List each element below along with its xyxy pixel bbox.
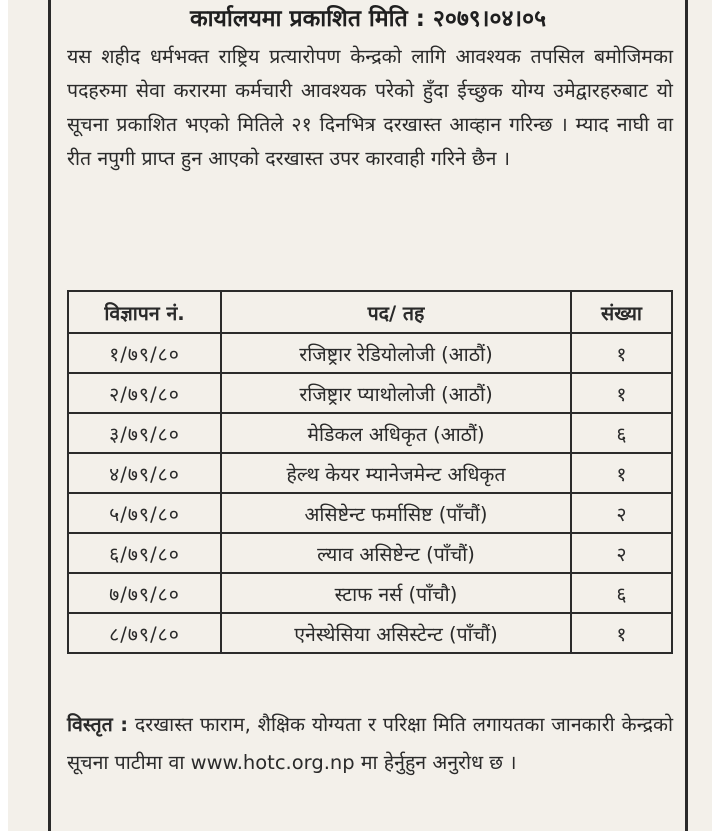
post-cell: ल्याव असिष्टेन्ट (पाँचौं) [221,533,571,573]
ad-number-cell: ५/७९/८० [68,493,221,533]
count-cell: ६ [571,413,672,453]
table-header-row [68,291,672,333]
count-cell: १ [571,373,672,413]
ad-number-cell: ३/७९/८० [68,413,221,453]
table-row [68,373,672,413]
details-label: विस्तृत : [67,713,128,736]
vacancy-table [67,290,673,654]
post-cell: रजिष्ट्रार रेडियोलोजी (आठौं) [221,333,571,373]
ad-number-cell: ६/७९/८० [68,533,221,573]
table-row [68,413,672,453]
header-ad-number: विज्ञापन नं. [68,291,221,333]
ad-number-cell: ८/७९/८० [68,613,221,653]
ad-number-cell: १/७९/८० [68,333,221,373]
table-row [68,333,672,373]
count-cell: १ [571,453,672,493]
notice-intro-paragraph: यस शहीद धर्मभक्त राष्ट्रिय प्रत्यारोपण केन्द्रको लागि आवश्यक तपसिल बमोजिमका पदहरुमा सेवा करारमा कर्मचारी आवश्यक परेको हुँदा ईच्छुक योग्य उमेद्वारहरुबाट यो सूचना प्रकाशित भएको मितिले २१ दिनभित्र दरखास्त आव्हान गरिन्छ । म्याद नाघी वा रीत नपुगी प्राप्त हुन आएको दरखास्त उपर कारवाही गरिने छैन । [67,45,673,170]
header-count: संख्या [571,291,672,333]
count-cell: २ [571,493,672,533]
ad-number-cell: ७/७९/८० [68,573,221,613]
details-paragraph [67,706,673,782]
details-text: दरखास्त फाराम, शैक्षिक योग्यता र परिक्षा मिति लगायतका जानकारी केन्द्रको सूचना पाटीमा वा www.hotc.org.np मा हेर्नुहुन अनुरोध छ । [67,713,673,774]
post-cell: असिष्टेन्ट फर्मासिष्ट (पाँचौं) [221,493,571,533]
table-row [68,573,672,613]
header-post-level: पद/ तह [221,291,571,333]
page-margin [0,0,8,831]
notice-paper [8,0,712,831]
notice-frame [48,0,688,831]
published-date-heading: कार्यालयमा प्रकाशित मिति : २०७९।०४।०५ [189,6,547,32]
count-cell: ६ [571,573,672,613]
post-cell: मेडिकल अधिकृत (आठौं) [221,413,571,453]
post-cell: हेल्थ केयर म्यानेजमेन्ट अधिकृत [221,453,571,493]
count-cell: १ [571,613,672,653]
table-row [68,533,672,573]
ad-number-cell: ४/७९/८० [68,453,221,493]
table-row [68,453,672,493]
table-row [68,613,672,653]
count-cell: २ [571,533,672,573]
ad-number-cell: २/७९/८० [68,373,221,413]
table-row [68,493,672,533]
count-cell: १ [571,333,672,373]
post-cell: एनेस्थेसिया असिस्टेन्ट (पाँचौं) [221,613,571,653]
post-cell: स्टाफ नर्स (पाँचौ) [221,573,571,613]
post-cell: रजिष्ट्रार प्याथोलोजी (आठौं) [221,373,571,413]
